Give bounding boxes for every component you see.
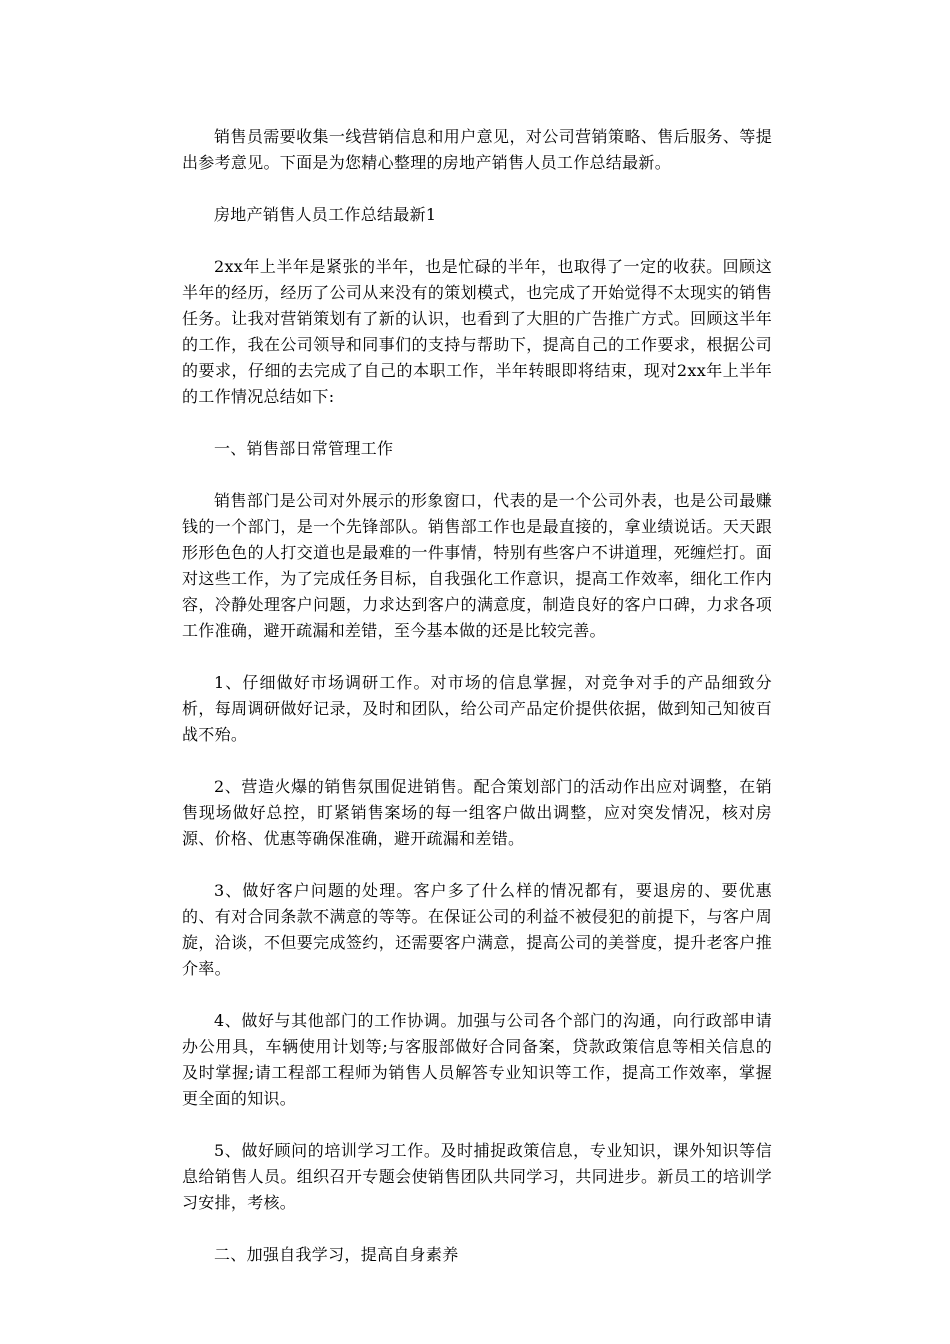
section-1-paragraph: 销售部门是公司对外展示的形象窗口，代表的是一个公司外表，也是公司最赚钱的一个部门，是一个先锋部队。销售部工作也是最直接的，拿业绩说话。天天跟形形色色的人打交道也是最难的一件事情，特别有些客户不讲道理，死缠烂打。面对这些工作，为了完成任务目标，自我强化工作意识，提高工作效率，细化工作内容，冷静处理客户问题，力求达到客户的满意度，制造良好的客户口碑，力求各项工作准确，避开疏漏和差错，至今基本做的还是比较完善。 — [182, 491, 772, 640]
article-title: 房地产销售人员工作总结最新1 — [214, 205, 437, 224]
item-3-paragraph: 3、做好客户问题的处理。客户多了什么样的情况都有，要退房的、要优惠的、有对合同条款不满意的等等。在保证公司的利益不被侵犯的前提下，与客户周旋，洽谈，不但要完成签约，还需要客户满意，提高公司的美誉度，提升老客户推介率。 — [182, 881, 772, 978]
item-1-paragraph: 1、仔细做好市场调研工作。对市场的信息掌握，对竞争对手的产品细致分析，每周调研做好记录，及时和团队，给公司产品定价提供依据，做到知己知彼百战不殆。 — [182, 673, 772, 744]
item-2-paragraph: 2、营造火爆的销售氛围促进销售。配合策划部门的活动作出应对调整，在销售现场做好总控，盯紧销售案场的每一组客户做出调整，应对突发情况，核对房源、价格、优惠等确保准确，避开疏漏和差错。 — [182, 777, 772, 848]
intro-paragraph: 销售员需要收集一线营销信息和用户意见，对公司营销策略、售后服务、等提出参考意见。下面是为您精心整理的房地产销售人员工作总结最新。 — [182, 127, 772, 172]
section-heading-1: 一、销售部日常管理工作 — [214, 439, 394, 458]
section-heading-2: 二、加强自我学习，提高自身素养 — [214, 1245, 459, 1264]
item-4-paragraph: 4、做好与其他部门的工作协调。加强与公司各个部门的沟通，向行政部申请办公用具，车辆使用计划等;与客服部做好合同备案，贷款政策信息等相关信息的及时掌握;请工程部工程师为销售人员解答专业知识等工作，提高工作效率，掌握更全面的知识。 — [182, 1011, 772, 1108]
overview-paragraph: 2xx年上半年是紧张的半年，也是忙碌的半年，也取得了一定的收获。回顾这半年的经历，经历了公司从来没有的策划模式，也完成了开始觉得不太现实的销售任务。让我对营销策划有了新的认识，也看到了大胆的广告推广方式。回顾这半年的工作，我在公司领导和同事们的支持与帮助下，提高自己的工作要求，根据公司的要求，仔细的去完成了自己的本职工作，半年转眼即将结束，现对2xx年上半年的工作情况总结如下: — [182, 257, 772, 406]
document-page — [182, 124, 772, 1294]
item-5-paragraph: 5、做好顾问的培训学习工作。及时捕捉政策信息，专业知识，课外知识等信息给销售人员。组织召开专题会使销售团队共同学习，共同进步。新员工的培训学习安排，考核。 — [182, 1141, 772, 1212]
